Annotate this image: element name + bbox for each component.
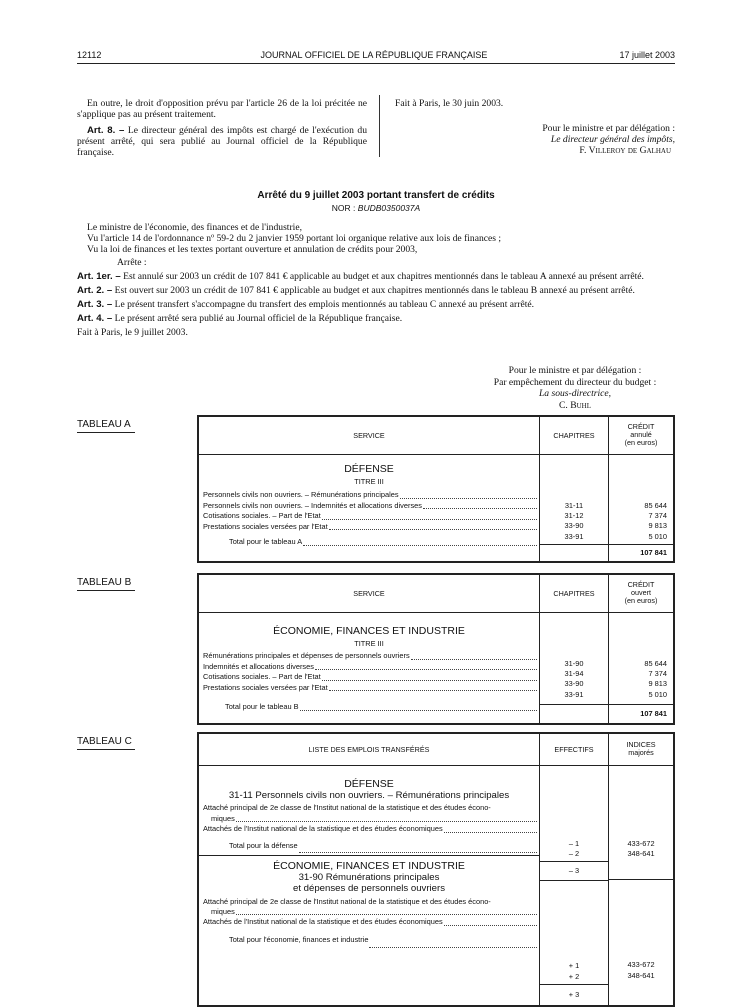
- credit-value: 7 374: [648, 668, 667, 678]
- indice-value: 433-672: [627, 960, 655, 970]
- tableau-c-header-effectifs: EFFECTIFS: [540, 733, 609, 765]
- tableau-b-section: ÉCONOMIE, FINANCES ET INDUSTRIE: [273, 624, 465, 637]
- leader-dots: [236, 914, 537, 915]
- tableau-b-chapitres-cell: [540, 612, 609, 724]
- chapitre-value: 33-91: [564, 531, 584, 541]
- leader-dots: [411, 659, 537, 660]
- total-label: Total pour le tableau B: [225, 702, 299, 712]
- row-label: Attaché principal de 2e classe de l'Institut national de la statistique et des études écono-: [203, 896, 491, 906]
- arrete-signature-1: Pour le ministre et par délégation :: [508, 365, 642, 376]
- row-label: Personnels civils non ouvriers. – Rémunérations principales: [203, 490, 399, 500]
- tableau-b: [197, 573, 675, 725]
- tableau-a-total-row: [199, 534, 539, 548]
- tableau-c-chapter-economie-1: 31-90 Rémunérations principales: [298, 871, 440, 883]
- tableau-c-header-indices: INDICES majorés: [609, 733, 675, 765]
- tableau-a-label: TABLEAU A: [77, 419, 135, 433]
- leader-dots: [423, 508, 537, 509]
- table-row: [199, 511, 539, 521]
- leader-dots: [369, 947, 537, 948]
- effectif-total-economie: + 3: [540, 984, 608, 1005]
- row-label: Prestations sociales versées par l'Etat: [203, 682, 328, 692]
- article-3: [77, 299, 675, 310]
- tableau-b-label: TABLEAU B: [77, 577, 135, 591]
- indice-value: 433-672: [627, 838, 655, 848]
- leader-dots: [315, 669, 537, 670]
- tableau-a-service-cell: [198, 454, 540, 562]
- arrete-signature-4: C. Buhl: [559, 399, 591, 411]
- tableau-b-credit-cell: [609, 612, 675, 724]
- leader-dots: [329, 690, 537, 691]
- row-label: Indemnités et allocations diverses: [203, 661, 314, 671]
- row-label: Cotisations sociales. – Part de l'Etat: [203, 672, 321, 682]
- credit-value: 9 813: [648, 521, 667, 531]
- row-label: Personnels civils non ouvriers. – Indemnités et allocations diverses: [203, 500, 422, 510]
- tableau-b-titre: TITRE III: [354, 638, 384, 648]
- row-label: Attaché principal de 2e classe de l'Institut national de la statistique et des études écono-: [203, 803, 491, 813]
- row-label: miques: [211, 907, 235, 917]
- article-4-label: Art. 4. –: [77, 313, 113, 324]
- chapitre-value: 33-90: [564, 521, 584, 531]
- tableau-b-total-value: 107 841: [609, 704, 673, 722]
- intro-minister: Le ministre de l'économie, des finances et de l'industrie,: [87, 222, 302, 233]
- table-row: [199, 491, 539, 501]
- effectif-value: + 2: [568, 971, 580, 981]
- total-label: Total pour la défense: [229, 840, 298, 850]
- table-row: [199, 501, 539, 511]
- nor-reference: [77, 203, 675, 213]
- arrete-fait: Fait à Paris, le 9 juillet 2003.: [77, 327, 188, 338]
- tableau-a-header-credit: CRÉDIT annulé (en euros): [609, 416, 675, 454]
- row-label: Attachés de l'Institut national de la statistique et des études économiques: [203, 917, 443, 927]
- article-3-text: Le présent transfert s'accompagne du transfert des emplois mentionnés au tableau C annexé au présent arrêté.: [112, 299, 535, 310]
- leader-dots: [329, 529, 537, 530]
- issue-date: 17 juillet 2003: [619, 50, 675, 60]
- tableau-c-chapter-defense: 31-11 Personnels civils non ouvriers. – Rémunérations principales: [228, 789, 510, 801]
- credit-value: 5 010: [648, 531, 667, 541]
- page-number: 12112: [77, 50, 102, 60]
- nor-label: NOR :: [331, 203, 356, 213]
- effectif-total-defense: – 3: [540, 861, 608, 880]
- journal-title: JOURNAL OFFICIEL DE LA RÉPUBLIQUE FRANÇAISE: [260, 50, 488, 60]
- arrete-title: Arrêté du 9 juillet 2003 portant transfert de crédits: [257, 190, 495, 201]
- row-label: Cotisations sociales. – Part de l'Etat: [203, 511, 321, 521]
- total-label: Total pour le tableau A: [229, 537, 303, 547]
- tableau-c-section-economie: ÉCONOMIE, FINANCES ET INDUSTRIE: [273, 859, 465, 872]
- leader-dots: [299, 852, 537, 853]
- tableau-c-indices-cell: [609, 765, 675, 1006]
- leader-dots: [303, 545, 537, 546]
- tableau-c-section-defense: DÉFENSE: [344, 777, 394, 790]
- article-8-label: Art. 8. –: [87, 125, 125, 136]
- tableau-b-header-service: SERVICE: [198, 574, 540, 612]
- table-row: [199, 897, 539, 907]
- tableau-c-total-economie-row: [199, 930, 539, 950]
- intro-visa-2: Vu la loi de finances et les textes portant ouverture et annulation de crédits pour 2003,: [87, 244, 418, 255]
- tableau-a-credit-cell: [609, 454, 675, 562]
- tableau-a-titre: TITRE III: [354, 476, 384, 486]
- arrete-signature: [475, 365, 675, 411]
- credit-value: 5 010: [648, 689, 667, 699]
- article-8: [77, 125, 367, 158]
- intro-visa-1: Vu l'article 14 de l'ordonnance nº 59-2 du 2 janvier 1959 portant loi organique relative aux lois de finances ;: [87, 233, 502, 244]
- tableau-c-chapter-economie-2: et dépenses de personnels ouvriers: [293, 882, 445, 894]
- article-3-label: Art. 3. –: [77, 299, 113, 310]
- article-8-text: Le directeur général des impôts est chargé de l'exécution du présent arrêté, qui sera publié au Journal officiel de la République française.: [77, 125, 367, 158]
- table-row: [199, 824, 539, 834]
- article-2: [77, 285, 675, 296]
- tableau-c: [197, 732, 675, 1007]
- tableau-a-header-chapitres: CHAPITRES: [540, 416, 609, 454]
- article-1-label: Art. 1er. –: [77, 271, 121, 282]
- previous-signature-3: F. Villeroy de Galhau: [579, 145, 671, 156]
- chapitre-value: 31-94: [564, 668, 584, 678]
- leader-dots: [236, 821, 537, 822]
- effectif-value: – 1: [568, 838, 580, 848]
- leader-dots: [444, 925, 537, 926]
- nor-code: BUDB0350037A: [357, 203, 421, 213]
- tableau-c-liste-cell: [198, 765, 540, 1006]
- leader-dots: [300, 710, 537, 711]
- chapitre-value: 31-11: [564, 500, 584, 510]
- table-row: [199, 907, 539, 917]
- article-2-text: Est ouvert sur 2003 un crédit de 107 841 € applicable au budget et aux chapitres mentionnés dans le tableau B annexé au présent arrêté.: [112, 285, 635, 296]
- table-row: [199, 672, 539, 682]
- opposition-paragraph: En outre, le droit d'opposition prévu par l'article 26 de la loi précitée ne s'applique pas au présent traitement.: [77, 98, 367, 120]
- total-label: Total pour l'économie, finances et industrie: [229, 934, 369, 944]
- arrete-signature-2: Par empêchement du directeur du budget :: [493, 376, 657, 388]
- previous-arrete-right: [393, 98, 675, 156]
- article-1: [77, 271, 675, 282]
- tableau-a-total-value: 107 841: [609, 544, 673, 560]
- chapitre-value: 33-91: [564, 689, 584, 699]
- row-label: Rémunérations principales et dépenses de personnels ouvriers: [203, 651, 410, 661]
- tableau-b-header-chapitres: CHAPITRES: [540, 574, 609, 612]
- tableau-b-service-cell: [198, 612, 540, 724]
- indice-value: 348-641: [627, 848, 655, 858]
- tableau-b-header-credit: CRÉDIT ouvert (en euros): [609, 574, 675, 612]
- tableau-c-header-liste: LISTE DES EMPLOIS TRANSFÉRÉS: [198, 733, 540, 765]
- table-row: [199, 522, 539, 532]
- credit-value: 85 644: [644, 658, 667, 668]
- article-1-text: Est annulé sur 2003 un crédit de 107 841 € applicable au budget et aux chapitres mentionnés dans le tableau A annexé au présent arrêté.: [120, 271, 644, 282]
- previous-signature-2: Le directeur général des impôts,: [550, 134, 675, 145]
- table-row: [199, 917, 539, 927]
- row-label: Attachés de l'Institut national de la statistique et des études économiques: [203, 824, 443, 834]
- chapitre-value: 31-90: [564, 658, 584, 668]
- tableau-c-effectifs-cell: [540, 765, 609, 1006]
- leader-dots: [322, 680, 537, 681]
- table-row: [199, 652, 539, 662]
- credit-value: 7 374: [648, 510, 667, 520]
- table-row: [199, 804, 539, 814]
- credit-value: 9 813: [648, 679, 667, 689]
- tableau-a-section: DÉFENSE: [344, 462, 394, 475]
- article-4: [77, 313, 675, 324]
- previous-arrete-left: [77, 98, 367, 163]
- table-row: [199, 683, 539, 693]
- header-rule: [77, 63, 675, 64]
- leader-dots: [444, 832, 537, 833]
- arrete-signature-3: La sous-directrice,: [538, 388, 612, 399]
- table-row: [199, 814, 539, 824]
- chapitre-value: 31-12: [564, 510, 584, 520]
- article-4-text: Le présent arrêté sera publié au Journal officiel de la République française.: [112, 313, 403, 324]
- arrete-body: [77, 222, 675, 338]
- article-2-label: Art. 2. –: [77, 285, 113, 296]
- chapitre-value: 33-90: [564, 679, 584, 689]
- row-label: miques: [211, 813, 235, 823]
- effectif-value: + 1: [568, 961, 580, 971]
- tableau-c-label: TABLEAU C: [77, 736, 135, 750]
- effectif-value: – 2: [568, 848, 580, 858]
- leader-dots: [322, 519, 537, 520]
- column-divider: [379, 95, 380, 157]
- credit-value: 85 644: [644, 500, 667, 510]
- arrete-word: Arrête :: [117, 257, 147, 268]
- row-label: Prestations sociales versées par l'Etat: [203, 521, 328, 531]
- table-row: [199, 662, 539, 672]
- previous-signature-1: Pour le ministre et par délégation :: [542, 123, 675, 134]
- tableau-a: [197, 415, 675, 563]
- indice-value: 348-641: [627, 970, 655, 980]
- leader-dots: [400, 498, 537, 499]
- tableau-c-total-defense-row: [199, 837, 539, 855]
- tableau-a-header-service: SERVICE: [198, 416, 540, 454]
- previous-fait: Fait à Paris, le 30 juin 2003.: [395, 98, 504, 109]
- tableau-b-total-row: [199, 697, 539, 713]
- tableau-a-chapitres-cell: [540, 454, 609, 562]
